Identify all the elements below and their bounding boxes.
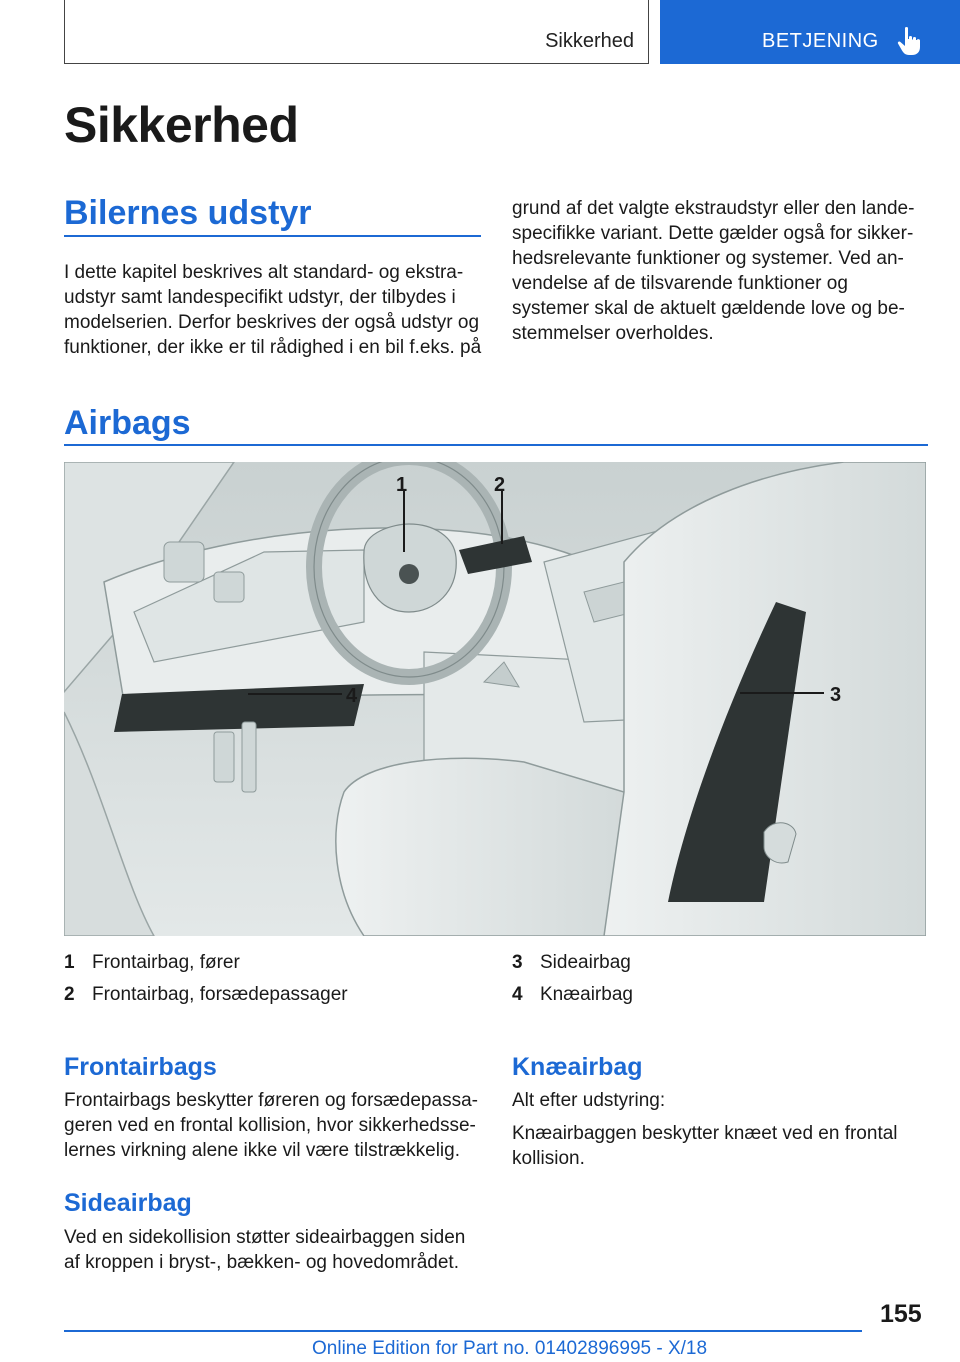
text-line: specifikke variant. Dette gælder også for sikker- xyxy=(512,223,914,244)
pointing-hand-icon xyxy=(896,26,922,56)
car-interior-drawing xyxy=(64,462,926,936)
intro-paragraph-left xyxy=(64,260,481,360)
knaeairbag-text xyxy=(512,1088,898,1171)
sideairbag-text xyxy=(64,1225,465,1275)
text-line: af kroppen i bryst-, bækken- og hovedområdet. xyxy=(64,1252,459,1273)
text-line: Frontairbags beskytter føreren og forsædepassa- xyxy=(64,1090,478,1111)
footer-rule xyxy=(64,1330,862,1332)
header-section-label: Sikkerhed xyxy=(545,30,634,52)
text-line: lernes virkning alene ikke vil være tilstrækkelig. xyxy=(64,1140,460,1161)
page-title: Sikkerhed xyxy=(64,97,299,153)
heading-sideairbag: Sideairbag xyxy=(64,1189,192,1217)
header-chapter-tab[interactable] xyxy=(660,0,960,64)
legend-number: 4 xyxy=(512,984,523,1005)
text-line: Knæairbaggen beskytter knæet ved en frontal xyxy=(512,1123,898,1144)
callout-4: 4 xyxy=(346,685,358,707)
text-line: Ved en sidekollision støtter sideairbaggen siden xyxy=(64,1227,466,1248)
legend-number: 3 xyxy=(512,952,523,973)
heading-frontairbags: Frontairbags xyxy=(64,1053,217,1081)
text-line: geren ved en frontal kollision, hvor sikkerhedsse- xyxy=(64,1115,476,1136)
heading-knaeairbag: Knæairbag xyxy=(512,1053,643,1081)
legend-number: 2 xyxy=(64,984,75,1005)
text-line: hedsrelevante funktioner og systemer. Ved an- xyxy=(512,248,904,269)
callout-3: 3 xyxy=(830,684,842,706)
footer-edition[interactable]: Online Edition for Part no. 01402896995 - X/18 xyxy=(312,1338,708,1359)
text-line: vendelse af de tilsvarende funktioner og xyxy=(512,273,848,294)
heading-bilernes-udstyr: Bilernes udstyr xyxy=(64,194,312,232)
header-section-box xyxy=(64,0,649,64)
text-line: grund af det valgte ekstraudstyr eller den lande- xyxy=(512,198,915,219)
callout-2: 2 xyxy=(494,474,506,496)
text-line: I dette kapitel beskrives alt standard- og ekstra- xyxy=(64,262,464,283)
text-line: funktioner, der ikke er til rådighed i en bil f.eks. på xyxy=(64,337,482,358)
legend-label: Sideairbag xyxy=(540,952,631,973)
legend-number: 1 xyxy=(64,952,75,973)
text-line: Alt efter udstyring: xyxy=(512,1090,666,1111)
page-number: 155 xyxy=(880,1300,922,1328)
legend-label: Frontairbag, fører xyxy=(92,952,240,973)
text-line: modelserien. Derfor beskrives der også udstyr og xyxy=(64,312,480,333)
frontairbags-text xyxy=(64,1088,478,1163)
legend-label: Knæairbag xyxy=(540,984,633,1005)
text-line: systemer skal de aktuelt gældende love og be- xyxy=(512,298,905,319)
text-line: stemmelser overholdes. xyxy=(512,323,714,344)
heading-airbags: Airbags xyxy=(64,404,191,442)
airbag-illustration xyxy=(64,462,926,936)
text-line: kollision. xyxy=(512,1148,585,1169)
intro-paragraph-right xyxy=(512,196,914,346)
header-chapter-label: BETJENING xyxy=(762,30,879,52)
legend-label: Frontairbag, forsædepassager xyxy=(92,984,348,1005)
text-line: udstyr samt landespecifikt udstyr, der tilbydes i xyxy=(64,287,456,308)
callout-1: 1 xyxy=(396,474,408,496)
heading-rule xyxy=(64,444,928,446)
heading-rule xyxy=(64,235,481,237)
